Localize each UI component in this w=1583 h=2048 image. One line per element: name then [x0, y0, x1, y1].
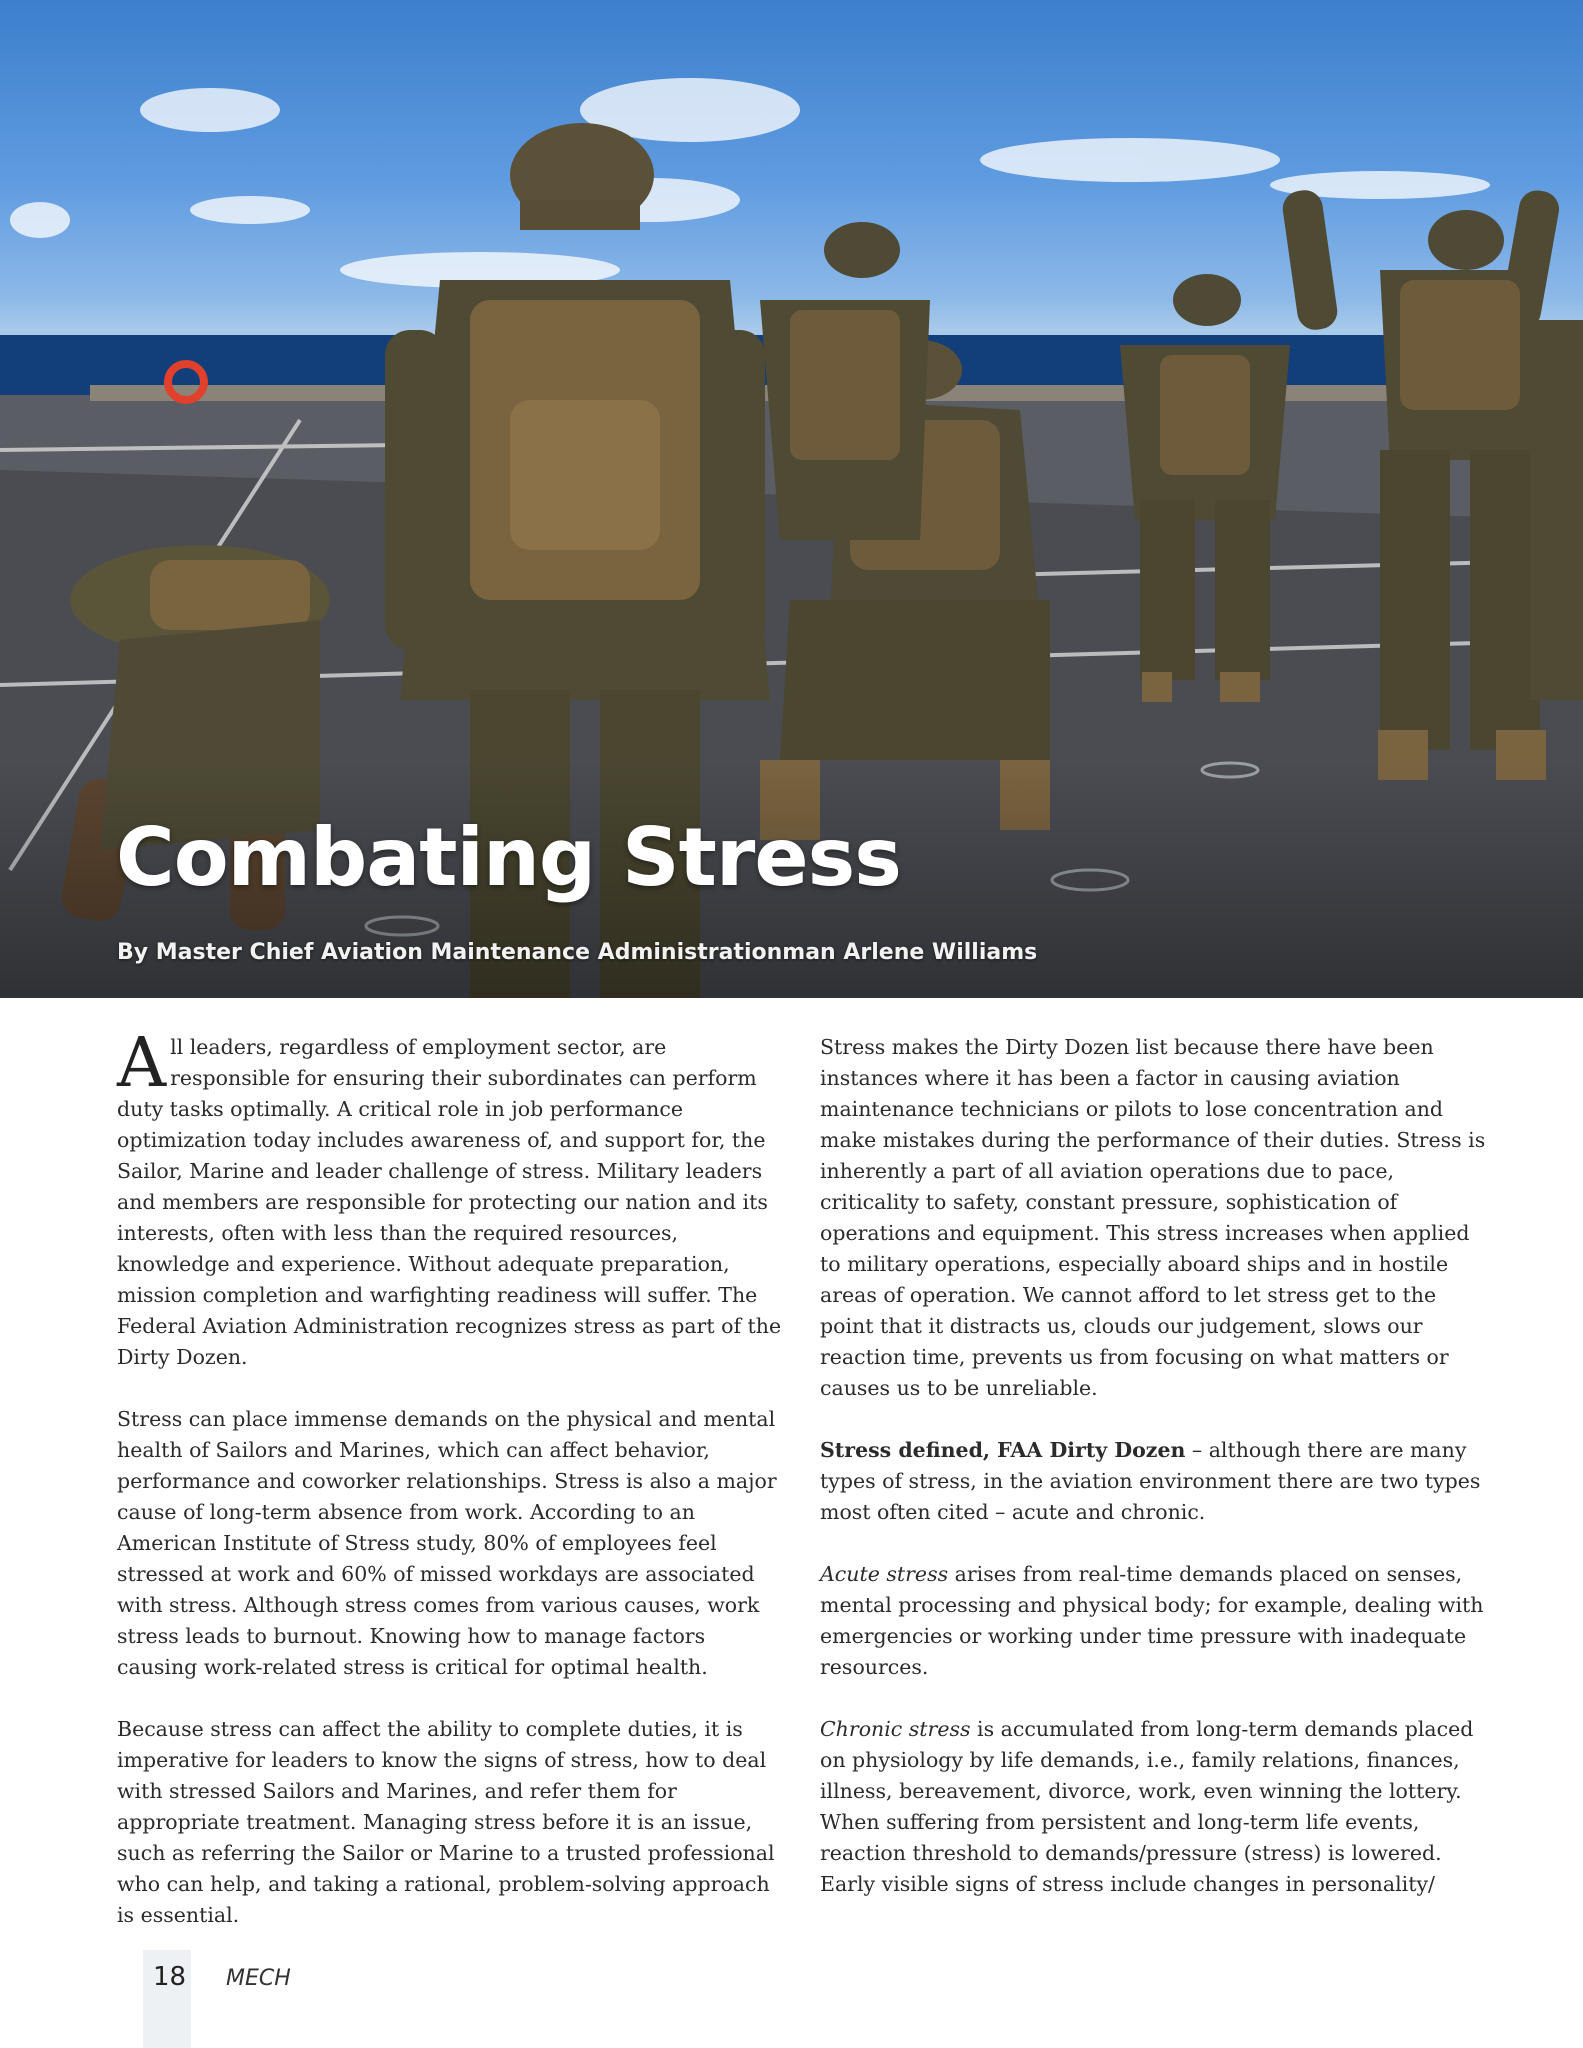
paragraph-chronic-stress: [820, 1714, 1490, 1900]
acute-stress-term: Acute stress: [820, 1562, 949, 1586]
magazine-name: MECH: [226, 1966, 291, 1991]
paragraph-stress-defined: [820, 1435, 1490, 1528]
page-number: 18: [153, 1962, 187, 1992]
paragraph-dirty-dozen: Stress makes the Dirty Dozen list because there have been instances where it has been a factor in causing aviation maintenance technicians or pilots to lose concentration and make mistakes during the performance of their duties. Stress is inherently a part of all aviation operations due to pace, criticality to safety, constant pressure, sophistication of operations and equipment. This stress increases when applied to military operations, especially aboard ships and in hostile areas of operation. We cannot afford to let stress get to the point that it distracts us, clouds our judgement, slows our reaction time, prevents us from focusing on what matters or causes us to be unreliable.: [820, 1035, 1486, 1400]
paragraph-stress-demands: Stress can place immense demands on the physical and mental health of Sailors and Marines, which can affect behavior, performance and coworker relationships. Stress is also a major cause of long-term absence from work. According to an American Institute of Stress study, 80% of employees feel stressed at work and 60% of missed workdays are associated with stress. Although stress comes from various causes, work stress leads to burnout. Knowing how to manage factors causing work-related stress is critical for optimal health.: [117, 1407, 777, 1679]
right-column: [820, 1032, 1490, 1931]
article-byline: By Master Chief Aviation Maintenance Administrationman Arlene Williams: [117, 940, 1038, 965]
left-column: [117, 1024, 789, 1962]
marine-standing-glasses: [760, 222, 930, 540]
paragraph-intro: [117, 1024, 789, 1373]
drop-cap: A: [117, 1024, 167, 1103]
stress-defined-text: – although there are many types of stress, in the aviation environment there are two types most often cited – acute and chronic.: [820, 1438, 1481, 1524]
chronic-stress-term: Chronic stress: [820, 1717, 971, 1741]
clouds: [10, 78, 1490, 288]
article-title: Combating Stress: [116, 811, 901, 904]
paragraph-leaders-role: Because stress can affect the ability to complete duties, it is imperative for leaders to know the signs of stress, how to deal with stressed Sailors and Marines, and refer them for appropriate treatment. Managing stress before it is an issue, such as referring the Sailor or Marine to a trusted professional who can help, and taking a rational, problem-solving approach is essential.: [117, 1717, 775, 1927]
paragraph-intro-text: ll leaders, regardless of employment sector, are responsible for ensuring their subordinates can perform duty tasks optimally. A critical role in job performance optimization today includes awareness of, and support for, the Sailor, Marine and leader challenge of stress. Military leaders and members are responsible for protecting our nation and its interests, often with less than the required resources, knowledge and experience. Without adequate preparation, mission completion and warfighting readiness will suffer. The Federal Aviation Administration recognizes stress as part of the Dirty Dozen.: [117, 1035, 782, 1369]
paragraph-acute-stress: [820, 1559, 1490, 1683]
stress-defined-heading: Stress defined, FAA Dirty Dozen: [820, 1438, 1186, 1462]
hero-photo: [0, 0, 1583, 998]
acute-stress-text: arises from real-time demands placed on senses, mental processing and physical body; for example, dealing with emergencies or working under time pressure with inadequate resources.: [820, 1562, 1484, 1679]
chronic-stress-text: is accumulated from long-term demands placed on physiology by life demands, i.e., family relations, finances, illness, bereavement, divorce, work, even winning the lottery. When suffering from persistent and long-term life events, reaction threshold to demands/pressure (stress) is lowered. Early visible signs of stress include changes in personality/: [820, 1717, 1474, 1896]
